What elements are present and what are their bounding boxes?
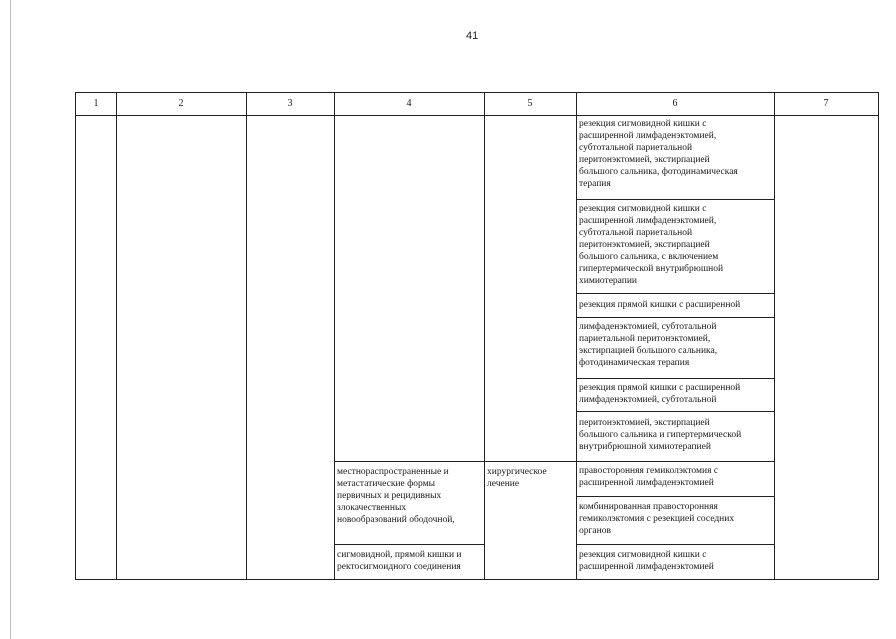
- document-table: [75, 92, 879, 580]
- column-divider: [116, 93, 117, 579]
- cell-divider: [576, 293, 774, 294]
- cell-divider: [576, 461, 774, 462]
- cell-divider: [576, 199, 774, 200]
- header-cell-1: 1: [93, 98, 99, 109]
- procedure-cell: правосторонняя гемиколэктомия с расширенной лимфаденэктомией: [579, 466, 719, 488]
- header-cell-5: 5: [527, 98, 533, 109]
- column-divider: [774, 93, 775, 579]
- cell-divider: [576, 317, 774, 318]
- procedure-cell: резекция прямой кишки с расширенной лимфаденэктомией, субтотальной: [579, 383, 741, 405]
- cell-divider: [576, 544, 774, 545]
- header-cell-6: 6: [672, 98, 678, 109]
- column-divider: [484, 93, 485, 579]
- procedure-cell: резекция сигмовидной кишки с расширенной лимфаденэктомией: [579, 550, 714, 572]
- diagnosis-cell: сигмовидной, прямой кишки и ректосигмоидного соединения: [337, 550, 462, 572]
- header-cell-4: 4: [406, 98, 412, 109]
- procedure-cell: лимфаденэктомией, субтотальной париетальной перитонэктомией, экстирпацией большого сальника, фотодинамическая терапия: [579, 322, 718, 368]
- procedure-cell: резекция сигмовидной кишки с расширенной лимфаденэктомией, субтотальной париетальной перитонэктомией, экстирпацией большого сальника, с включением гипертермической внутрибрюшной химиотерапии: [579, 204, 724, 286]
- header-cell-2: 2: [178, 98, 184, 109]
- page-number: 41: [466, 30, 479, 42]
- header-cell-3: 3: [287, 98, 293, 109]
- column-divider: [246, 93, 247, 579]
- cell-divider: [576, 411, 774, 412]
- cell-divider: [334, 461, 576, 462]
- procedure-cell: перитонэктомией, экстирпацией большого сальника и гипертермической внутрибрюшной химиотерапией: [579, 418, 742, 452]
- cell-divider: [576, 496, 774, 497]
- cell-divider: [334, 544, 484, 545]
- procedure-cell: комбинированная правосторонняя гемиколэктомия с резекцией соседних органов: [579, 502, 735, 536]
- treatment-type-cell: хирургическое лечение: [487, 467, 547, 489]
- procedure-cell: резекция прямой кишки с расширенной: [579, 300, 741, 310]
- header-cell-7: 7: [823, 98, 829, 109]
- header-divider: [76, 115, 878, 116]
- procedure-cell: резекция сигмовидной кишки с расширенной лимфаденэктомией, субтотальной париетальной перитонэктомией, экстирпацией большого сальника, фотодинамическая терапия: [579, 119, 738, 189]
- column-divider: [334, 93, 335, 579]
- diagnosis-cell: местнораспространенные и метастатические формы первичных и рецидивных злокачественных новообразований ободочной,: [337, 467, 455, 525]
- cell-divider: [576, 378, 774, 379]
- column-divider: [576, 93, 577, 579]
- page-left-edge: [10, 0, 11, 639]
